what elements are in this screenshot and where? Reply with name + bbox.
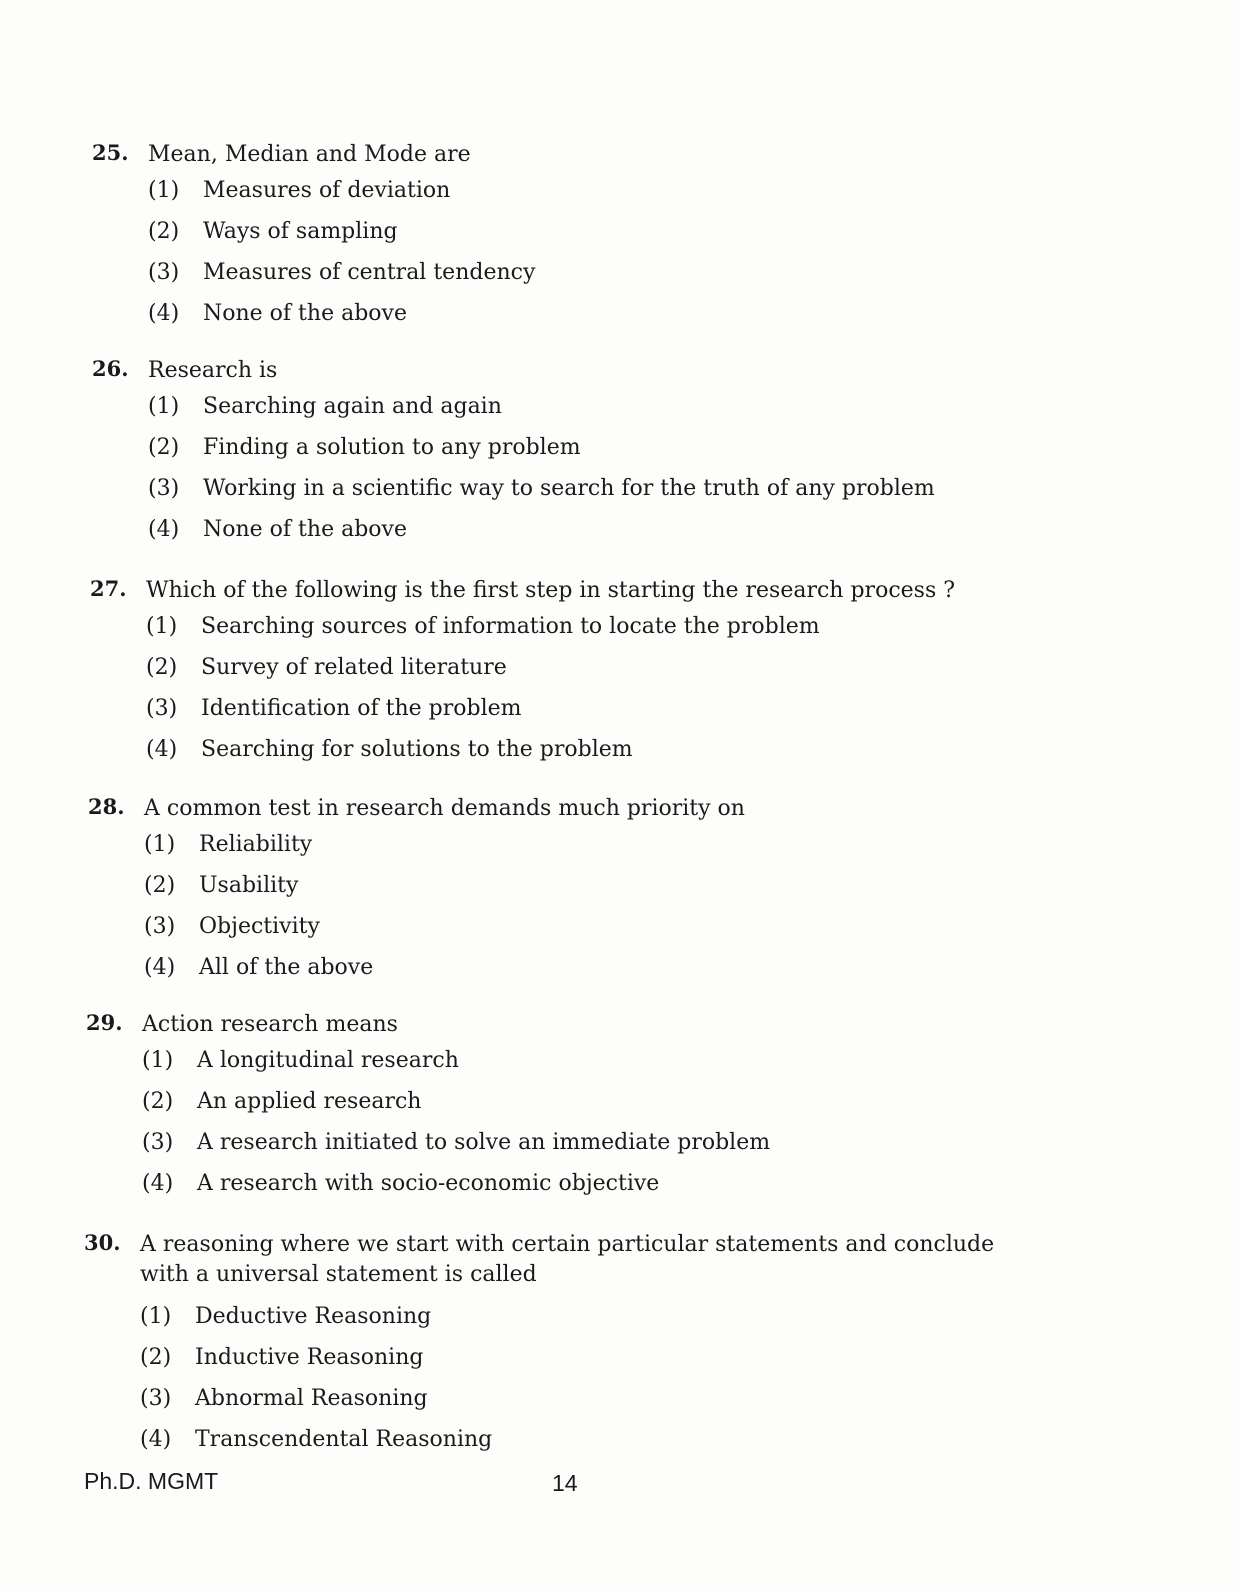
option-text: Working in a scientific way to search for the truth of any problem xyxy=(203,476,935,501)
question-number: 30. xyxy=(84,1230,121,1255)
option-text: Measures of central tendency xyxy=(203,260,536,285)
option xyxy=(140,1337,1064,1378)
option-text: Searching again and again xyxy=(203,394,502,419)
question-text: A common test in research demands much priority on xyxy=(144,796,745,821)
option-text: Finding a solution to any problem xyxy=(203,435,581,460)
option-text: None of the above xyxy=(203,301,407,326)
option-number: (3) xyxy=(148,476,180,501)
option-text: Searching for solutions to the problem xyxy=(201,737,633,762)
option-text: None of the above xyxy=(203,517,407,542)
option-number: (4) xyxy=(144,955,176,980)
option-text: An applied research xyxy=(197,1089,422,1114)
page-number: 14 xyxy=(552,1470,578,1496)
option xyxy=(148,468,1092,509)
option-number: (2) xyxy=(144,873,176,898)
option-text: All of the above xyxy=(199,955,374,980)
option-text: A longitudinal research xyxy=(197,1048,459,1073)
option-text: Abnormal Reasoning xyxy=(195,1386,428,1411)
option-number: (1) xyxy=(146,614,178,639)
option-text: Reliability xyxy=(199,832,313,857)
option xyxy=(148,211,1092,252)
option-number: (4) xyxy=(148,301,180,326)
option-number: (2) xyxy=(140,1345,172,1370)
question-text: Which of the following is the first step in starting the research process ? xyxy=(146,578,956,603)
option xyxy=(142,1122,1086,1163)
option-text: A research initiated to solve an immediate problem xyxy=(197,1130,771,1155)
question-30 xyxy=(84,1230,1064,1460)
question-number: 29. xyxy=(86,1010,123,1035)
question-number: 26. xyxy=(92,356,129,381)
option xyxy=(146,647,1090,688)
option-text: Inductive Reasoning xyxy=(195,1345,424,1370)
options-list xyxy=(148,170,1092,334)
question-27 xyxy=(90,576,1090,770)
option xyxy=(140,1419,1064,1460)
option-text: Identification of the problem xyxy=(201,696,522,721)
question-number: 27. xyxy=(90,576,127,601)
option-number: (3) xyxy=(146,696,178,721)
question-number: 25. xyxy=(92,140,129,165)
option xyxy=(148,293,1092,334)
option-number: (2) xyxy=(146,655,178,680)
option xyxy=(148,509,1092,550)
option-number: (2) xyxy=(148,219,180,244)
options-list xyxy=(146,606,1090,770)
option-number: (1) xyxy=(144,832,176,857)
option xyxy=(148,252,1092,293)
option xyxy=(140,1378,1064,1419)
option xyxy=(142,1040,1086,1081)
options-list xyxy=(140,1296,1064,1460)
option-number: (3) xyxy=(142,1130,174,1155)
option-number: (4) xyxy=(140,1427,172,1452)
option xyxy=(146,729,1090,770)
question-text: Action research means xyxy=(142,1012,398,1037)
option xyxy=(146,606,1090,647)
option-number: (3) xyxy=(144,914,176,939)
option-text: Survey of related literature xyxy=(201,655,507,680)
option xyxy=(148,386,1092,427)
option-number: (1) xyxy=(148,178,180,203)
option-text: Usability xyxy=(199,873,299,898)
option xyxy=(144,947,1088,988)
option-text: A research with socio-economic objective xyxy=(197,1171,660,1196)
options-list xyxy=(144,824,1088,988)
option xyxy=(146,688,1090,729)
option xyxy=(144,824,1088,865)
option xyxy=(142,1163,1086,1204)
question-text: Research is xyxy=(148,358,278,383)
option-text: Searching sources of information to locate the problem xyxy=(201,614,820,639)
option-number: (3) xyxy=(148,260,180,285)
question-text: Mean, Median and Mode are xyxy=(148,142,471,167)
option xyxy=(140,1296,1064,1337)
question-29 xyxy=(86,1010,1086,1204)
option-number: (1) xyxy=(142,1048,174,1073)
option-text: Deductive Reasoning xyxy=(195,1304,432,1329)
option-number: (3) xyxy=(140,1386,172,1411)
option xyxy=(148,427,1092,468)
option xyxy=(144,906,1088,947)
option-number: (2) xyxy=(148,435,180,460)
option-number: (4) xyxy=(142,1171,174,1196)
question-28 xyxy=(88,794,1088,988)
question-text: A reasoning where we start with certain particular statements and conclude with a universal statement is called xyxy=(140,1232,995,1287)
option-text: Ways of sampling xyxy=(203,219,398,244)
option-text: Measures of deviation xyxy=(203,178,451,203)
option-number: (1) xyxy=(148,394,180,419)
options-list xyxy=(148,386,1092,550)
options-list xyxy=(142,1040,1086,1204)
option-number: (4) xyxy=(146,737,178,762)
question-26 xyxy=(92,356,1092,550)
option-number: (4) xyxy=(148,517,180,542)
footer-course: Ph.D. MGMT xyxy=(84,1468,219,1494)
option xyxy=(144,865,1088,906)
question-number: 28. xyxy=(88,794,125,819)
option-text: Objectivity xyxy=(199,914,320,939)
option xyxy=(142,1081,1086,1122)
option-text: Transcendental Reasoning xyxy=(195,1427,493,1452)
option-number: (2) xyxy=(142,1089,174,1114)
option xyxy=(148,170,1092,211)
question-25 xyxy=(92,140,1092,334)
option-number: (1) xyxy=(140,1304,172,1329)
